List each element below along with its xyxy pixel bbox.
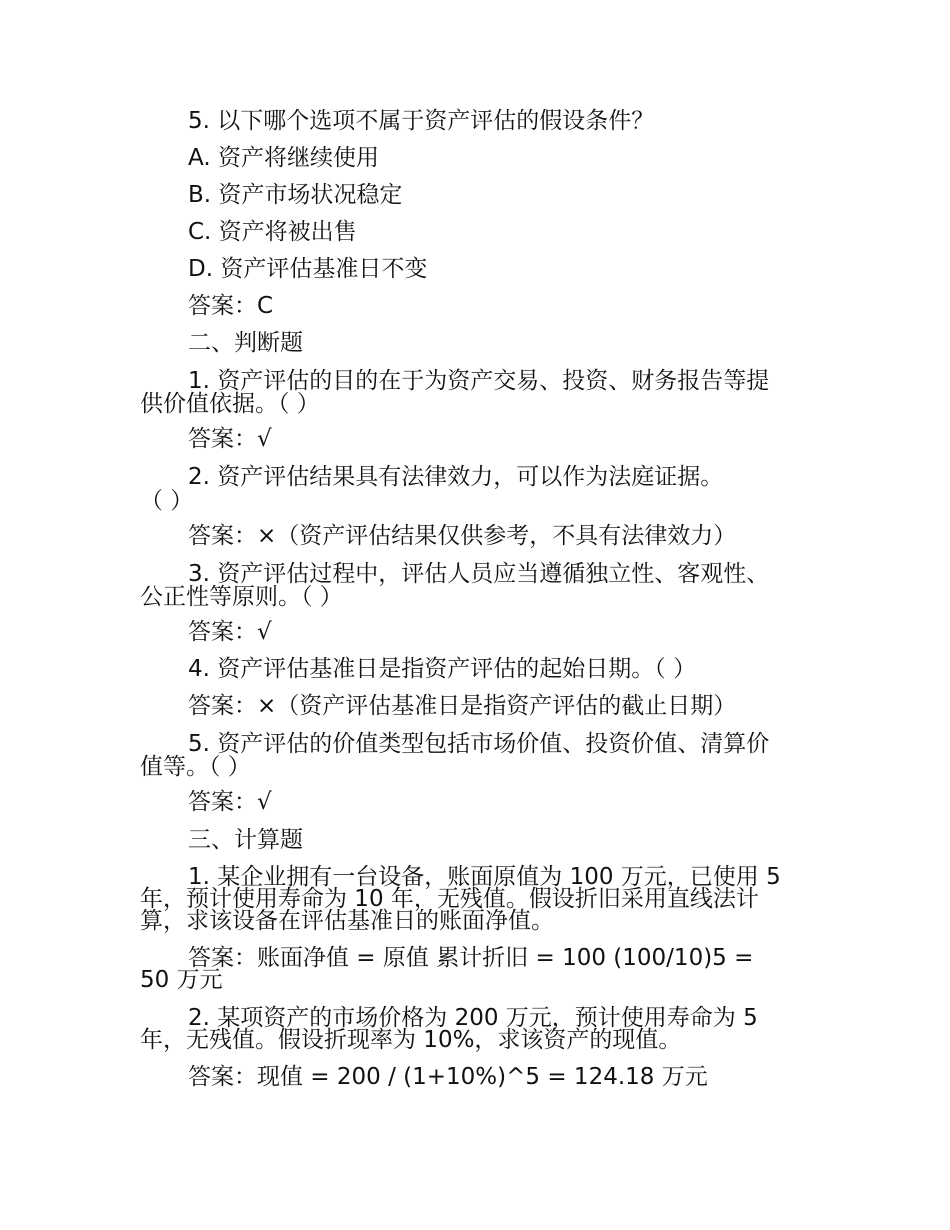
calc-q2-answer: 答案：现值 = 200 / (1+10%)^5 = 124.18 万元 xyxy=(188,1064,708,1090)
judgment-q3-answer: 答案：√ xyxy=(188,619,272,645)
judgment-q3-line2: 公正性等原则。（ ） xyxy=(140,584,343,610)
question-text: 5. 以下哪个选项不属于资产评估的假设条件？ xyxy=(188,108,655,134)
judgment-q4-line1: 4. 资产评估基准日是指资产评估的起始日期。（ ） xyxy=(188,656,697,682)
calc-q1-line3: 算，求该设备在评估基准日的账面净值。 xyxy=(140,908,554,934)
judgment-q5-line1: 5. 资产评估的价值类型包括市场价值、投资价值、清算价 xyxy=(188,731,770,757)
judgment-q5-answer: 答案：√ xyxy=(188,789,272,815)
calc-q1-answer-line1: 答案：账面净值 = 原值 累计折旧 = 100 (100/10)5 = xyxy=(188,945,754,971)
calc-q1-answer-line2: 50 万元 xyxy=(140,967,223,993)
calc-q1-line1: 1. 某企业拥有一台设备，账面原值为 100 万元，已使用 5 xyxy=(188,864,781,890)
judgment-q1-line2: 供价值依据。（ ） xyxy=(140,391,320,417)
judgment-q3-line1: 3. 资产评估过程中，评估人员应当遵循独立性、客观性、 xyxy=(188,561,770,587)
judgment-q2-line2: （ ） xyxy=(140,488,194,514)
calc-q1-line2: 年，预计使用寿命为 10 年，无残值。假设折旧采用直线法计 xyxy=(140,886,759,912)
judgment-q1-line1: 1. 资产评估的目的在于为资产交易、投资、财务报告等提 xyxy=(188,368,770,394)
section-heading-judgment: 二、判断题 xyxy=(188,330,303,356)
judgment-q5-line2: 值等。（ ） xyxy=(140,754,251,780)
calc-q2-line1: 2. 某项资产的市场价格为 200 万元，预计使用寿命为 5 xyxy=(188,1005,758,1031)
section-heading-calculation: 三、计算题 xyxy=(188,827,303,853)
judgment-q1-answer: 答案：√ xyxy=(188,426,272,452)
option-d: D. 资产评估基准日不变 xyxy=(188,256,428,282)
judgment-q4-answer: 答案：×（资产评估基准日是指资产评估的截止日期） xyxy=(188,693,737,719)
option-c: C. 资产将被出售 xyxy=(188,219,357,245)
judgment-q2-answer: 答案：×（资产评估结果仅供参考，不具有法律效力） xyxy=(188,523,737,549)
option-b: B. 资产市场状况稳定 xyxy=(188,182,403,208)
judgment-q2-line1: 2. 资产评估结果具有法律效力，可以作为法庭证据。 xyxy=(188,464,724,490)
answer-text: 答案：C xyxy=(188,293,274,319)
option-a: A. 资产将继续使用 xyxy=(188,145,379,171)
calc-q2-line2: 年，无残值。假设折现率为 10%，求该资产的现值。 xyxy=(140,1027,682,1053)
